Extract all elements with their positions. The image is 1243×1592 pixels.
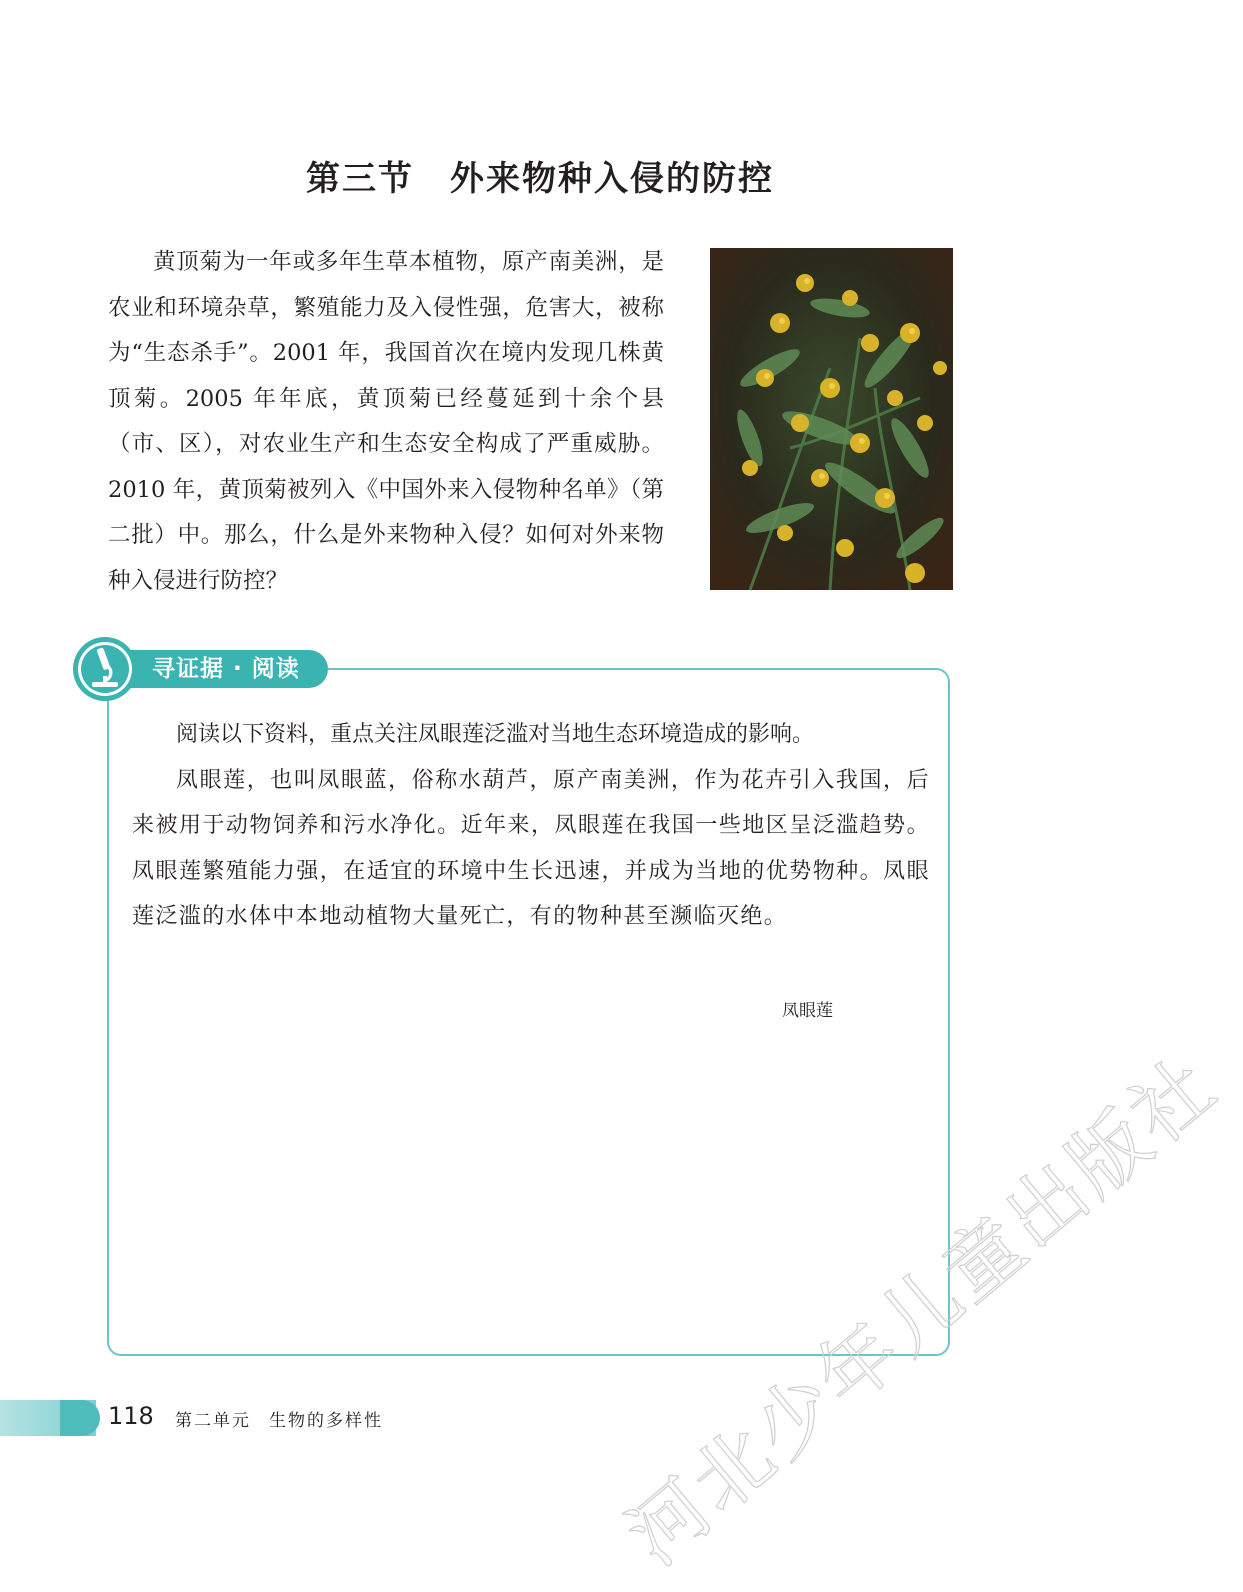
- evidence-body: 凤眼莲，也叫凤眼蓝，俗称水葫芦，原产南美洲，作为花卉引入我国，后来被用于动物饲养和污水净化。近年来，凤眼莲在我国一些地区呈泛滥趋势。凤眼莲繁殖能力强，在适宜的环境中生长迅速，并成为当地的优势物种。凤眼莲泛滥的水体中本地动植物大量死亡，有的物种甚至濒临灭绝。: [132, 767, 930, 929]
- evidence-tag-label: 寻证据 · 阅读: [152, 656, 300, 682]
- page-number: 118: [108, 1402, 154, 1430]
- evidence-box-text: [132, 712, 930, 940]
- footer-unit-label: 第二单元: [175, 1411, 251, 1431]
- publisher-watermark: 河北少年儿童出版社: [611, 1039, 1235, 1583]
- image-caption: 凤眼莲: [782, 1001, 833, 1021]
- footer-unit: [175, 1406, 383, 1431]
- footer-tab: [60, 1400, 100, 1436]
- section-title: [0, 151, 1080, 200]
- footer-unit-title: 生物的多样性: [269, 1411, 383, 1431]
- evidence-lead: 阅读以下资料，重点关注凤眼莲泛滥对当地生态环境造成的影响。: [176, 722, 815, 747]
- yellow-flower-plant-photo: [710, 248, 953, 590]
- microscope-icon: [72, 636, 138, 702]
- intro-text: [108, 240, 664, 604]
- section-title-text: 外来物种入侵的防控: [450, 158, 774, 199]
- section-number: 第三节: [306, 158, 414, 199]
- intro-paragraph: 黄顶菊为一年或多年生草本植物，原产南美洲，是农业和环境杂草，繁殖能力及入侵性强，危害大，被称为“生态杀手”。2001 年，我国首次在境内发现几株黄顶菊。2005 年年底，黄顶菊已经蔓延到十余个县（市、区），对农业生产和生态安全构成了严重威胁。2010 年，黄顶菊被列入《中国外来入侵物种名单》（第二批）中。那么，什么是外来物种入侵？如何对外来物种入侵进行防控？: [108, 249, 664, 594]
